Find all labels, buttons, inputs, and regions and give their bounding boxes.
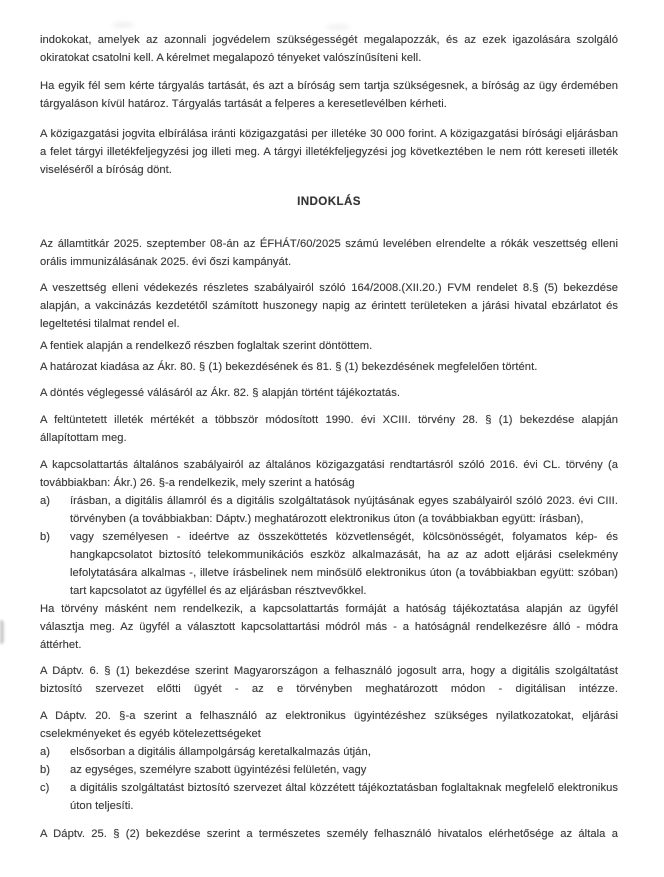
list-marker: b) [40,764,51,776]
scan-artifact [326,24,350,30]
list-item-text: vagy személyesen - ideértve az összeköttetés közvetlenségét, kölcsönösségét, folyamatos kép- és hangkapcsolatot biztosító telekommunikációs eszköz alkalmazását, ha az az adott eljárási cselekmény lefolytatására alkalmas -, illetve írásbelinek nem minősülő elektronikus úton (a továbbiakban együtt: szóban) tart kapcsolatot az ügyféllel és az eljárásban résztvevőkkel. [70,531,618,597]
list-marker: a) [40,746,51,758]
list-marker: c) [40,782,50,794]
list-item [40,492,618,528]
paragraph-hearing-request: Ha egyik fél sem kérte tárgyalás tartását, és azt a bíróság sem tartja szükségesnek, a bíróság az ügy érdemében tárgyaláson kívül határoz. Tárgyalás tartását a felperes a keresetlevélben kérheti. [40,80,618,110]
paragraph-fee-amount: A feltüntetett illeték mértékét a többször módosított 1990. évi XCIII. törvény 28. § (1) bekezdése alapján állapítottam meg. [40,414,618,444]
list-daptv-20 [40,743,618,815]
paragraph-akr-82: A döntés véglegessé válásáról az Ákr. 82. § alapján történt tájékoztatás. [40,387,401,399]
paragraph-court-fee: A közigazgatási jogvita elbírálása iránti közigazgatási per illetéke 30 000 forint. A közigazgatási bírósági eljárásban a felet tárgyi illetékfeljegyzési jog illeti meg. A tárgyi illetékfeljegyzési jog következtében le nem rótt kereseti illeték viseléséről a bíróság dönt. [40,128,618,176]
paragraph-akr-80-81: A határozat kiadása az Ákr. 80. § (1) bekezdésének és 81. § (1) bekezdésének megfelelően történt. [40,361,538,373]
list-marker: a) [40,495,51,507]
list-item [40,779,618,815]
scan-artifact [0,620,4,644]
list-item-text: a digitális szolgáltatást biztosító szervezet által közzétett tájékoztatásban foglaltaknak megfelelő elektronikus úton teljesíti. [70,782,618,812]
list-marker: b) [40,531,51,543]
document-body [40,31,618,843]
list-item-text: elsősorban a digitális állampolgárság keretalkalmazás útján, [70,746,371,758]
paragraph-rabies-regulation: A veszettség elleni védekezés részletes szabályairól szóló 164/2008.(XII.20.) FVM rendelet 8.§ (5) bekezdése alapján, a vakcinázás kezdetétől számított huszonegy napig az érintett területeken a járási hivatal ebzárlatot és legeltetési tilalmat rendel el. [40,282,618,330]
list-item-text: az egységes, személyre szabott ügyintézési felületén, vagy [70,764,367,776]
paragraph-daptv-25: A Dáptv. 25. § (2) bekezdése szerint a természetes személy felhasználó hivatalos elérhetősége az általa a [40,828,618,840]
paragraph-contact-form-choice: Ha törvény másként nem rendelkezik, a kapcsolattartás formáját a hatóság tájékoztatása alapján az ügyfél választja meg. Az ügyfél a választott kapcsolattartási módról más - a hatóságnál rendelkezésre álló - módra áttérhet. [40,603,618,651]
list-item [40,528,618,600]
list-item [40,743,618,761]
list-item [40,761,618,779]
paragraph-decision-basis: A fentiek alapján a rendelkező részben foglaltak szerint döntöttem. [40,340,373,352]
paragraph-daptv-6: A Dáptv. 6. § (1) bekezdése szerint Magyarországon a felhasználó jogosult arra, hogy a digitális szolgáltatást biztosító szervezet előtti ügyét - az e törvényben meghatározott módon - digitálisan intézze. [40,665,618,695]
paragraph-contact-rules-intro: A kapcsolattartás általános szabályairól az általános közigazgatási rendtartásról szóló 2016. évi CL. törvény (a továbbiakban: Ákr.) 26. §-a rendelkezik, mely szerint a hatóság [40,459,618,489]
list-akr-26 [40,492,618,600]
paragraph-daptv-20-intro: A Dáptv. 20. §-a szerint a felhasználó az elektronikus ügyintézéshez szükséges nyilatkozatokat, eljárási cselekményeket és egyéb kötelezettségeket [40,710,618,740]
paragraph-immediate-legal-protection: indokokat, amelyek az azonnali jogvédelem szükségességét megalapozzák, és az ezek igazolására szolgáló okiratokat csatolni kell. A kérelmet megalapozó tényeket valószínűsíteni kell. [40,34,618,64]
scan-artifact [112,22,134,28]
section-heading-indoklas: INDOKLÁS [297,195,361,208]
paragraph-state-secretary-order: Az államtitkár 2025. szeptember 08-án az ÉFHÁT/60/2025 számú levelében elrendelte a rókák veszettség elleni orális immunizálásának 2025. évi őszi kampányát. [40,238,618,268]
list-item-text: írásban, a digitális államról és a digitális szolgáltatások nyújtásának egyes szabályairól szóló 2023. évi CIII. törvényben (a továbbiakban: Dáptv.) meghatározott elektronikus úton (a továbbiakban együtt: írásban), [70,495,618,525]
